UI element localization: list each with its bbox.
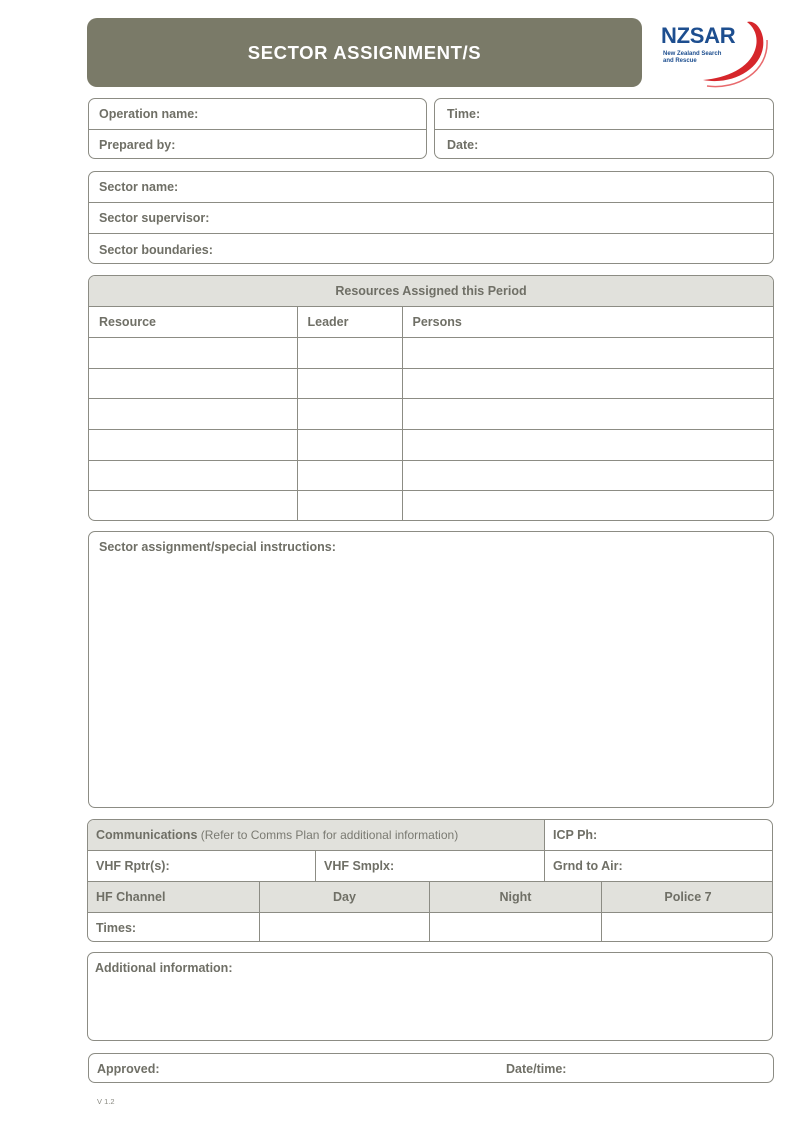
- police-header-cell: [602, 882, 773, 913]
- persons-cell[interactable]: [402, 460, 773, 491]
- table-row: [89, 429, 773, 460]
- vhf-smplx-cell[interactable]: [316, 851, 545, 882]
- communications-header: [88, 820, 545, 851]
- table-row: [89, 337, 773, 368]
- vhf-smplx-label: VHF Smplx:: [324, 859, 395, 873]
- operation-name-row[interactable]: [89, 99, 426, 130]
- resource-cell[interactable]: [89, 460, 297, 491]
- column-header-persons: Persons: [402, 307, 773, 338]
- hf-channel-cell: [88, 882, 260, 913]
- resource-cell[interactable]: [89, 337, 297, 368]
- additional-info-label: Additional information:: [95, 961, 233, 975]
- nzsar-logo: [655, 16, 770, 92]
- icp-ph-cell[interactable]: [545, 820, 773, 851]
- grnd-to-air-cell[interactable]: [545, 851, 773, 882]
- communications-label: Communications: [96, 828, 198, 842]
- sector-box: [88, 171, 774, 264]
- grnd-to-air-label: Grnd to Air:: [553, 859, 623, 873]
- leader-cell[interactable]: [297, 337, 402, 368]
- logo-subtitle-1: New Zealand Search: [663, 51, 722, 57]
- time-label: Time:: [447, 107, 481, 121]
- communications-box: [87, 819, 773, 942]
- operation-name-label: Operation name:: [99, 107, 199, 121]
- leader-cell[interactable]: [297, 491, 402, 521]
- day-header-cell: [260, 882, 430, 913]
- title-banner: [87, 18, 642, 87]
- version-label: V 1.2: [97, 1097, 115, 1106]
- column-header-resource: Resource: [89, 307, 297, 338]
- instructions-label: Sector assignment/special instructions:: [99, 540, 336, 554]
- table-row: [89, 399, 773, 430]
- column-header-leader: Leader: [297, 307, 402, 338]
- resource-cell[interactable]: [89, 368, 297, 399]
- time-box: [434, 98, 774, 159]
- resources-table: [88, 275, 774, 521]
- instructions-box[interactable]: [88, 531, 774, 808]
- leader-cell[interactable]: [297, 460, 402, 491]
- additional-info-box[interactable]: [87, 952, 773, 1041]
- persons-cell[interactable]: [402, 429, 773, 460]
- night-header-cell: [430, 882, 602, 913]
- hf-channel-label: HF Channel: [96, 890, 166, 904]
- form-title: SECTOR ASSIGNMENT/S: [247, 41, 482, 63]
- resource-cell[interactable]: [89, 429, 297, 460]
- leader-cell[interactable]: [297, 368, 402, 399]
- sector-boundaries-label: Sector boundaries:: [99, 242, 213, 257]
- police-label: Police 7: [664, 890, 712, 904]
- night-label: Night: [499, 890, 532, 904]
- sector-supervisor-row[interactable]: [89, 203, 773, 234]
- date-time-label[interactable]: Date/time:: [506, 1062, 567, 1076]
- table-row: [89, 368, 773, 399]
- resources-title: Resources Assigned this Period: [89, 276, 773, 307]
- communications-note: (Refer to Comms Plan for additional information): [200, 828, 459, 842]
- table-row: [89, 460, 773, 491]
- persons-cell[interactable]: [402, 337, 773, 368]
- prepared-by-row[interactable]: [89, 130, 426, 159]
- time-row[interactable]: [435, 99, 773, 130]
- prepared-by-label: Prepared by:: [99, 138, 176, 152]
- day-times-cell[interactable]: [260, 913, 430, 942]
- times-label: Times:: [96, 921, 137, 935]
- vhf-rptr-cell[interactable]: [88, 851, 316, 882]
- resource-cell[interactable]: [89, 491, 297, 521]
- night-times-cell[interactable]: [430, 913, 602, 942]
- sector-name-label: Sector name:: [99, 180, 179, 194]
- leader-cell[interactable]: [297, 399, 402, 430]
- sector-supervisor-label: Sector supervisor:: [99, 211, 210, 225]
- police-times-cell[interactable]: [602, 913, 773, 942]
- day-label: Day: [333, 890, 356, 904]
- table-row: [89, 491, 773, 521]
- date-label: Date:: [447, 138, 479, 152]
- logo-wordmark: NZSAR: [661, 23, 736, 48]
- operation-box: [88, 98, 427, 159]
- persons-cell[interactable]: [402, 368, 773, 399]
- approved-label[interactable]: Approved:: [97, 1062, 160, 1076]
- sector-name-row[interactable]: [89, 172, 773, 203]
- icp-ph-label: ICP Ph:: [553, 828, 598, 842]
- approval-box: [88, 1053, 774, 1083]
- resource-cell[interactable]: [89, 399, 297, 430]
- times-cell: [88, 913, 260, 942]
- persons-cell[interactable]: [402, 491, 773, 521]
- leader-cell[interactable]: [297, 429, 402, 460]
- persons-cell[interactable]: [402, 399, 773, 430]
- vhf-rptr-label: VHF Rptr(s):: [96, 859, 170, 873]
- sector-boundaries-row[interactable]: [89, 234, 773, 264]
- date-row[interactable]: [435, 130, 773, 159]
- logo-subtitle-2: and Rescue: [663, 58, 697, 64]
